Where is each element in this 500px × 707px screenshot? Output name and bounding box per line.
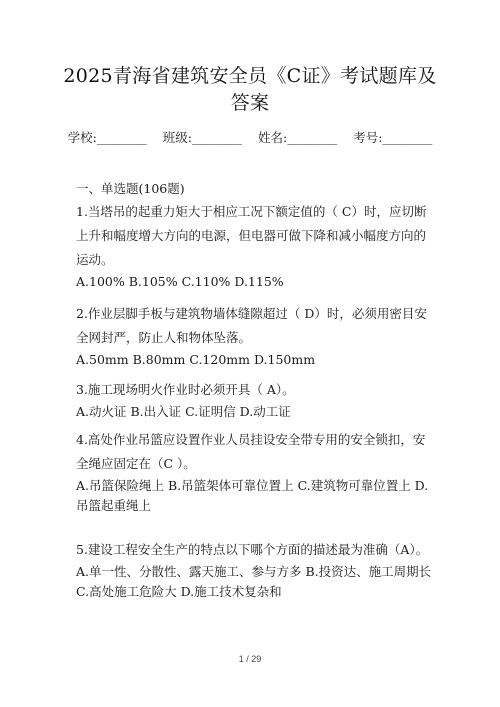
question-item <box>76 428 432 516</box>
question-item <box>76 538 432 602</box>
document-title-line-2: 答案 <box>230 92 270 114</box>
question-text: 4.高处作业吊篮应设置作业人员挂设安全带专用的安全锁扣，安全绳应固定在（C ）。 <box>76 432 426 471</box>
class-field: 班级:________ <box>162 130 242 145</box>
question-text: 5.建设工程安全生产的特点以下哪个方面的描述最为准确（A）。 <box>76 542 429 557</box>
question-item <box>76 378 432 422</box>
question-item <box>76 200 432 292</box>
question-text: 3.施工现场明火作业时必须开具（ A）。 <box>76 382 295 397</box>
question-options: A.动火证 B.出入证 C.证明信 D.动工证 <box>76 404 291 419</box>
question-options: A.100% B.105% C.110% D.115% <box>76 274 284 289</box>
question-options: A.吊篮保险绳上 B.吊篮架体可靠位置上 C.建筑物可靠位置上 D.吊篮起重绳上 <box>76 478 429 513</box>
student-info-line <box>0 128 500 146</box>
question-options: A.50mm B.80mm C.120mm D.150mm <box>76 352 316 367</box>
question-item <box>76 302 432 370</box>
school-field: 学校:________ <box>67 130 147 145</box>
name-field: 姓名:________ <box>257 130 338 145</box>
exam-number-field: 考号:________ <box>353 130 433 145</box>
question-text: 2.作业层脚手板与建筑物墙体缝隙超过（ D）时，必须用密目安全网封严，防止人和物体坠落。 <box>76 306 427 345</box>
section-title: 一、单选题(106题) <box>76 181 185 196</box>
question-text: 1.当塔吊的起重力矩大于相应工况下额定值的（ C）时，应切断上升和幅度增大方向的电源，但电器可做下降和减小幅度方向的运动。 <box>76 204 427 267</box>
page-number: 1 / 29 <box>238 654 262 664</box>
question-options: A.单一性、分散性、露天施工、参与方多 B.投资达、施工周期长 C.高处施工危险大 D.施工技术复杂和 <box>76 564 432 599</box>
document-title-line-1: 2025青海省建筑安全员《C证》考试题库及 <box>63 65 437 87</box>
